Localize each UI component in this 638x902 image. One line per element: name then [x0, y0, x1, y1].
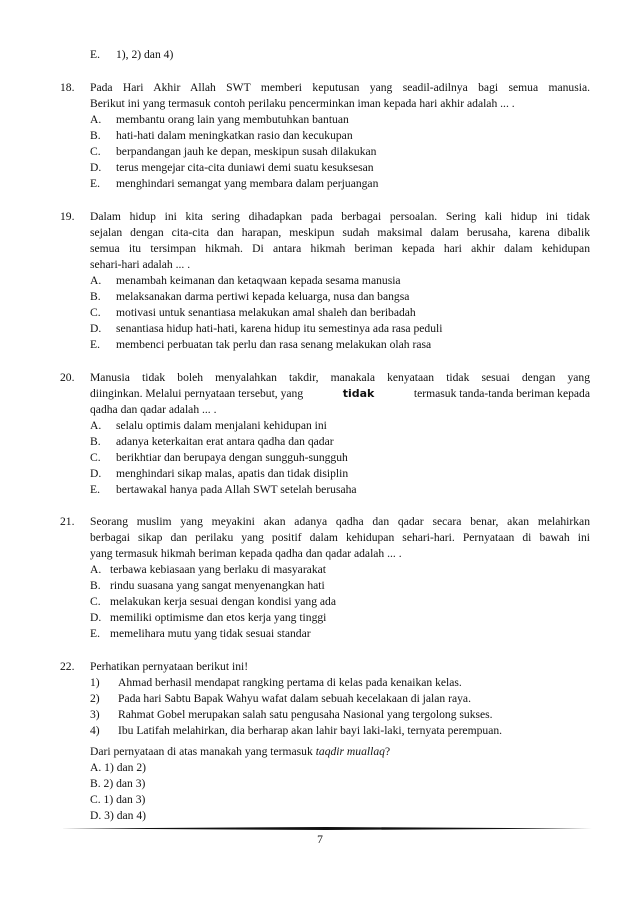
- question-stem-line: Dalam hidup ini kita sering dihadapkan pada berbagai persoalan. Sering kali hidup ini tidak: [90, 210, 590, 223]
- stem-emphasis: tidak: [342, 387, 375, 400]
- option-letter: E.: [90, 177, 100, 190]
- option-text: motivasi untuk senantiasa melakukan amal shaleh dan beribadah: [116, 306, 416, 319]
- answer-option: B. 2) dan 3): [90, 777, 146, 790]
- question-number: 21.: [60, 515, 75, 528]
- option-letter: A.: [90, 563, 102, 576]
- question-prompt: [90, 744, 390, 759]
- option-text: berpandangan jauh ke depan, meskipun susah dilakukan: [116, 145, 377, 158]
- question-number: 18.: [60, 81, 75, 94]
- option-letter: C.: [90, 145, 101, 158]
- option-letter: B.: [90, 290, 101, 303]
- option-letter: D.: [90, 611, 102, 624]
- answer-option: C. 1) dan 3): [90, 793, 146, 806]
- question-stem-line: sejalan dengan cita-cita dan harapan, meskipun sudah maksimal dalam berusaha, karena dibalik: [90, 226, 590, 239]
- question-stem-line: [90, 386, 590, 401]
- option-letter: A.: [90, 419, 102, 432]
- option-letter: C.: [90, 451, 101, 464]
- option-letter: A.: [90, 113, 102, 126]
- statement-text: Pada hari Sabtu Bapak Wahyu wafat dalam sebuah kecelakaan di jalan raya.: [118, 692, 471, 705]
- option-text: menghindari sikap malas, apatis dan tidak disiplin: [116, 467, 349, 480]
- question-stem-line: Pada Hari Akhir Allah SWT memberi keputusan yang seadil-adilnya bagi semua manusia.: [90, 81, 590, 94]
- question-stem-line: qadha dan qadar adalah ... .: [90, 403, 217, 416]
- question-stem-line: semua itu tersimpan hikmah. Di antara hikmah beriman kepada hari akhir dalam kehidupan: [90, 242, 590, 255]
- footer-divider: [60, 827, 592, 830]
- option-text: menghindari semangat yang membara dalam perjuangan: [116, 177, 379, 190]
- statement-number: 3): [90, 708, 100, 721]
- question-number: 22.: [60, 660, 75, 673]
- stem-part: diinginkan. Melalui pernyataan tersebut, yang: [90, 387, 304, 400]
- option-letter: B.: [90, 579, 101, 592]
- prev-option-letter: E.: [90, 48, 100, 61]
- option-letter: C.: [90, 595, 101, 608]
- option-letter: B.: [90, 435, 101, 448]
- answer-option: A. 1) dan 2): [90, 761, 147, 774]
- question-stem-line: Seorang muslim yang meyakini akan adanya qadha dan qadar secara benar, akan melahirkan: [90, 515, 590, 528]
- option-text: memelihara mutu yang tidak sesuai standar: [110, 627, 311, 640]
- option-text: melaksanakan darma pertiwi kepada keluarga, nusa dan bangsa: [116, 290, 410, 303]
- prompt-term: taqdir muallaq: [315, 745, 385, 758]
- prompt-part: Dari pernyataan di atas manakah yang termasuk: [90, 745, 313, 758]
- option-text: adanya keterkaitan erat antara qadha dan qadar: [116, 435, 334, 448]
- option-text: terbawa kebiasaan yang berlaku di masyarakat: [110, 563, 326, 576]
- option-text: senantiasa hidup hati-hati, karena hidup itu semestinya ada rasa peduli: [116, 322, 443, 335]
- option-text: membenci perbuatan tak perlu dan rasa senang melakukan olah rasa: [116, 338, 432, 351]
- option-letter: C.: [90, 306, 101, 319]
- option-letter: A.: [90, 274, 102, 287]
- question-stem-line: yang termasuk hikmah beriman kepada qadha dan qadar adalah ... .: [90, 547, 402, 560]
- statement-text: Ahmad berhasil mendapat rangking pertama di kelas pada kenaikan kelas.: [118, 676, 462, 689]
- statement-number: 2): [90, 692, 100, 705]
- statement-number: 1): [90, 676, 100, 689]
- prompt-end: ?: [384, 745, 391, 758]
- option-text: menambah keimanan dan ketaqwaan kepada sesama manusia: [116, 274, 401, 287]
- question-number: 19.: [60, 210, 75, 223]
- option-text: hati-hati dalam meningkatkan rasio dan kecukupan: [116, 129, 353, 142]
- option-text: memiliki optimisme dan etos kerja yang tinggi: [110, 611, 327, 624]
- option-text: selalu optimis dalam menjalani kehidupan ini: [116, 419, 327, 432]
- option-text: melakukan kerja sesuai dengan kondisi yang ada: [110, 595, 337, 608]
- option-text: terus mengejar cita-cita duniawi demi suatu kesuksesan: [116, 161, 374, 174]
- page-number: 7: [317, 833, 323, 846]
- question-stem-line: Perhatikan pernyataan berikut ini!: [90, 660, 249, 673]
- statement-text: Rahmat Gobel merupakan salah satu pengusaha Nasional yang tergolong sukses.: [118, 708, 493, 721]
- option-letter: D.: [90, 467, 102, 480]
- stem-part: termasuk tanda-tanda beriman kepada: [413, 387, 590, 400]
- option-text: membantu orang lain yang membutuhkan bantuan: [116, 113, 349, 126]
- statement-number: 4): [90, 724, 100, 737]
- statement-text: Ibu Latifah melahirkan, dia berharap akan lahir bayi laki-laki, ternyata perempuan.: [118, 724, 503, 737]
- option-text: rindu suasana yang sangat menyenangkan hati: [110, 579, 325, 592]
- option-letter: D.: [90, 161, 102, 174]
- question-stem-line: Berikut ini yang termasuk contoh perilaku pencerminkan iman kepada hari akhir adalah ... .: [90, 97, 515, 110]
- option-letter: B.: [90, 129, 101, 142]
- answer-option: D. 3) dan 4): [90, 809, 147, 822]
- option-letter: D.: [90, 322, 102, 335]
- option-letter: E.: [90, 338, 100, 351]
- option-letter: E.: [90, 627, 100, 640]
- option-text: bertawakal hanya pada Allah SWT setelah berusaha: [116, 483, 357, 496]
- question-stem-line: Manusia tidak boleh menyalahkan takdir, manakala kenyataan tidak sesuai dengan yang: [90, 371, 590, 384]
- question-number: 20.: [60, 371, 75, 384]
- option-text: berikhtiar dan berupaya dengan sungguh-sungguh: [116, 451, 348, 464]
- option-letter: E.: [90, 483, 100, 496]
- question-stem-line: sehari-hari adalah ... .: [90, 258, 191, 271]
- question-stem-line: berbagai sikap dan perilaku yang positif dalam kehidupan sehari-hari. Pernyataan di bawah ini: [90, 531, 590, 544]
- prev-option-text: 1), 2) dan 4): [116, 48, 174, 61]
